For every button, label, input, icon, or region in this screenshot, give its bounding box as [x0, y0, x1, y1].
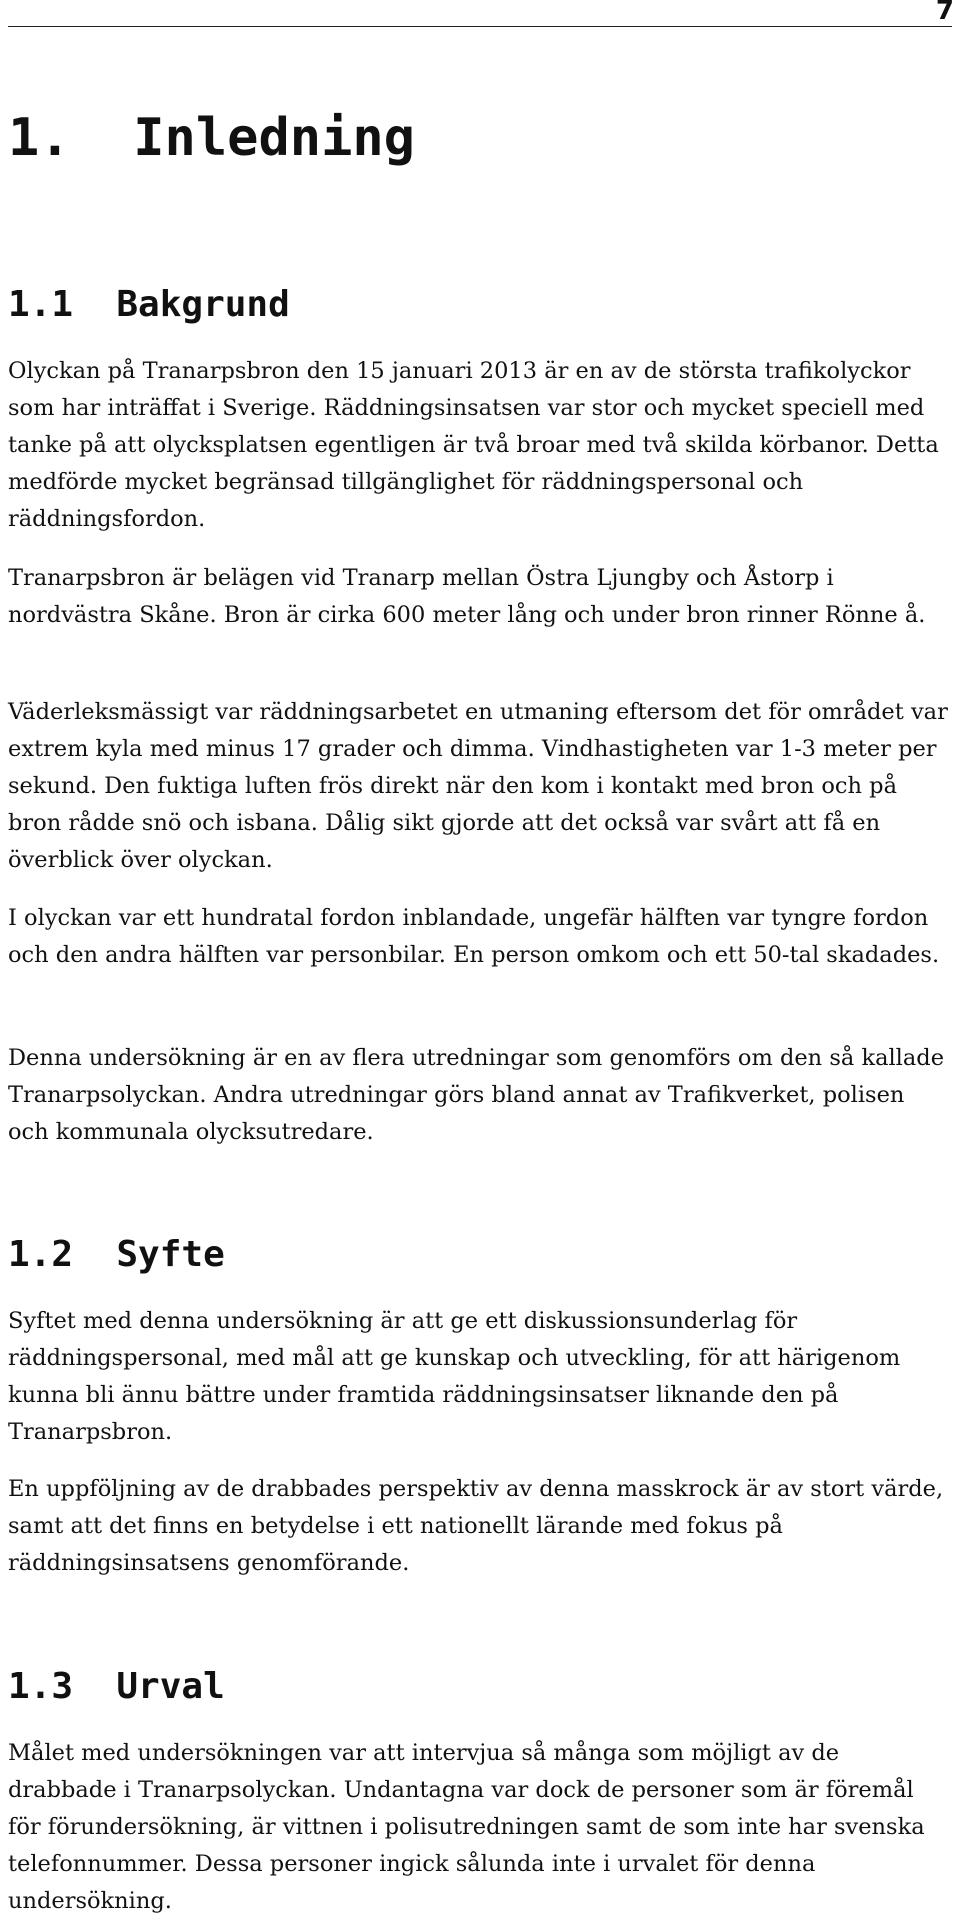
- paragraph: Målet med undersökningen var att intervjua så många som möjligt av de drabbade i Tranarpsolyckan. Undantagna var dock de personer som är föremål för förundersökning, är vittnen i polisutredningen samt de som inte har svenska telefonnummer. Dessa personer ingick sålunda inte i urvalet för denna undersökning.: [8, 1740, 925, 1914]
- chapter-title: 1. Inledning: [8, 108, 415, 168]
- paragraph: Tranarpsbron är belägen vid Tranarp mellan Östra Ljungby och Åstorp i nordvästra Skåne. Bron är cirka 600 meter lång och under bron rinner Rönne å.: [8, 565, 926, 628]
- paragraph: Väderleksmässigt var räddningsarbetet en utmaning eftersom det för området var extrem kyla med minus 17 grader och dimma. Vindhastigheten var 1-3 meter per sekund. Den fuktiga luften frös direkt när den kom i kontakt med bron och på bron rådde snö och isbana. Dålig sikt gjorde att det också var svårt att få en överblick över olyckan.: [8, 699, 948, 873]
- paragraph: Olyckan på Tranarpsbron den 15 januari 2013 är en av de största trafikolyckor som har inträffat i Sverige. Räddningsinsatsen var stor och mycket speciell med tanke på att olycksplatsen egentligen är två broar med två skilda körbanor. Detta medförde mycket begränsad tillgänglighet för räddningspersonal och räddningsfordon.: [8, 358, 939, 532]
- section-heading-urval: 1.3 Urval: [8, 1666, 225, 1707]
- section-heading-syfte: 1.2 Syfte: [8, 1234, 225, 1275]
- paragraph: I olyckan var ett hundratal fordon inblandade, ungefär hälften var tyngre fordon och den andra hälften var personbilar. En person omkom och ett 50-tal skadades.: [8, 905, 940, 968]
- page-number: 7: [935, 0, 954, 26]
- paragraph: Syftet med denna undersökning är att ge ett diskussionsunderlag för räddningspersonal, med mål att ge kunskap och utveckling, för att härigenom kunna bli ännu bättre under framtida räddningsinsatser liknande den på Tranarpsbron.: [8, 1308, 901, 1445]
- paragraph: En uppföljning av de drabbades perspektiv av denna masskrock är av stort värde, samt att det finns en betydelse i ett nationellt lärande med fokus på räddningsinsatsens genomförande.: [8, 1476, 944, 1576]
- paragraph: Denna undersökning är en av flera utredningar som genomförs om den så kallade Tranarpsolyckan. Andra utredningar görs bland annat av Trafikverket, polisen och kommunala olycksutredare.: [8, 1045, 945, 1145]
- header-rule: [8, 26, 952, 27]
- section-heading-bakgrund: 1.1 Bakgrund: [8, 284, 290, 325]
